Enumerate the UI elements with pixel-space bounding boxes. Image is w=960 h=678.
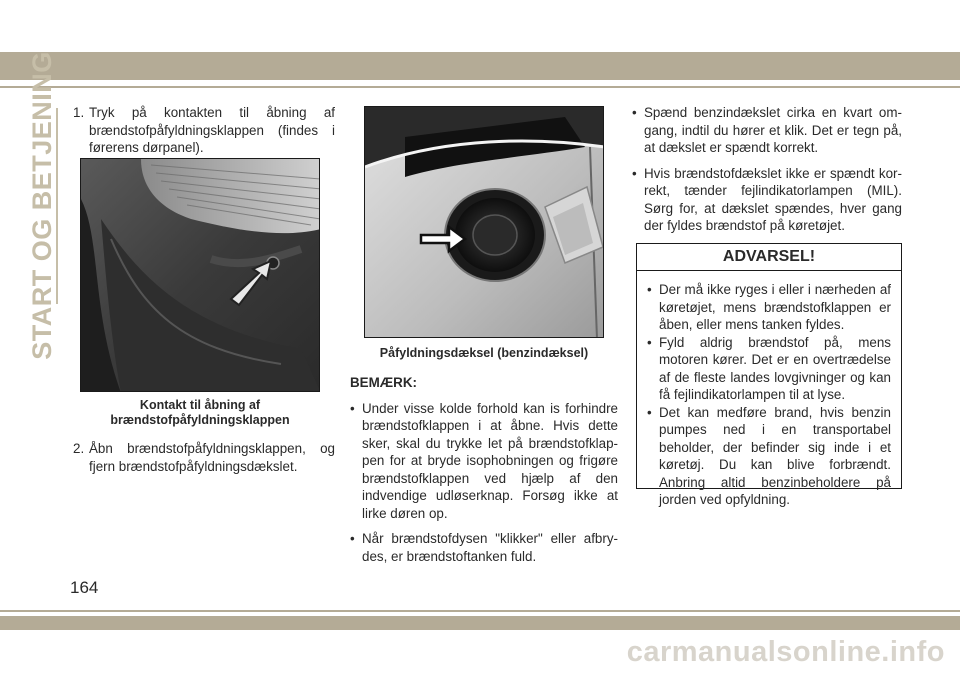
header-bar (0, 52, 960, 80)
step-1-number: 1. (73, 105, 85, 120)
step-2 (73, 440, 335, 475)
figure-2-caption: Påfyldningsdæksel (benzindæksel) (379, 346, 589, 360)
note-bullet-1: • Under visse kolde forhold kan is forhindre brændstofklappen i at åbne. Hvis dette sker, skal du trykke let på brændstofklappen for at bryde isophobningen og frigøre brændstofklappen ved hjælp af den indvendige udløserknap. Forsøg ikke at lirke døren op. (350, 400, 618, 523)
note-bullet-2: • Når brændstofdysen "klikker" eller afbrydes, er brændstoftanken fuld. (350, 530, 618, 565)
figure-1-caption (80, 398, 320, 428)
door-panel-photo (81, 159, 320, 392)
step-1 (73, 104, 335, 157)
note-section (350, 374, 618, 573)
watermark: carmanualsonline.info (626, 636, 945, 668)
step-2-text: Åbn brændstofpåfyldningsklappen, og fjern brændstofpåfyldningsdækslet. (89, 441, 335, 474)
warning-bullet-3: • Det kan medføre brand, hvis benzin pumpes ned i en transportabel beholder, der befinder sig inde i et køretøj. Du kan blive forbrændt. Anbring altid benzinbeholdere på jorden ved opfyldning. (647, 404, 891, 509)
warning-box (636, 243, 902, 507)
cap-tighten-bullet: • Spænd benzindækslet cirka en kvart omgang, indtil du hører et klik. Det er tegn på, at dækslet er spændt korrekt. (632, 104, 902, 157)
section-title: START OG BETJENING (26, 50, 57, 360)
section-title-underline (56, 108, 58, 304)
figure-fuel-filler-cap (364, 106, 604, 338)
figure-fuel-door-release-switch (80, 158, 320, 392)
warning-title: ADVARSEL! (637, 244, 901, 271)
note-heading: BEMÆRK: (350, 375, 417, 390)
footer-bar (0, 616, 960, 630)
figure-1-caption-line-2: brændstofpåfyldningsklappen (110, 413, 290, 427)
page-number: 164 (70, 578, 99, 597)
header-rule (0, 86, 960, 88)
step-1-text: Tryk på kontakten til åbning af brændstofpåfyldningsklappen (findes i førerens dørpanel). (89, 105, 335, 155)
warning-bullet-1: • Der må ikke ryges i eller i nærheden af køretøjet, mens brændstofklappen er åben, eller mens tanken fyldes. (647, 281, 891, 334)
warning-bullet-2: • Fyld aldrig brændstof på, mens motoren kører. Det er en overtrædelse af de fleste landes lovgivninger og kan få fejlindikatorlampen til at lyse. (647, 334, 891, 404)
step-2-block (73, 440, 335, 483)
fuel-cap-photo (365, 107, 604, 338)
mil-bullet: • Hvis brændstofdækslet ikke er spændt korrekt, tænder fejlindikatorlampen (MIL). Sørg for, at dækslet spændes, hver gang der fyldes brændstof på køretøjet. (632, 165, 902, 235)
header-blank (0, 0, 960, 52)
column-1 (73, 104, 335, 165)
step-2-number: 2. (73, 441, 85, 456)
warning-body (637, 271, 901, 509)
figure-1-caption-line-1: Kontakt til åbning af (139, 398, 261, 412)
footer-rule (0, 610, 960, 612)
column-3 (632, 104, 902, 243)
